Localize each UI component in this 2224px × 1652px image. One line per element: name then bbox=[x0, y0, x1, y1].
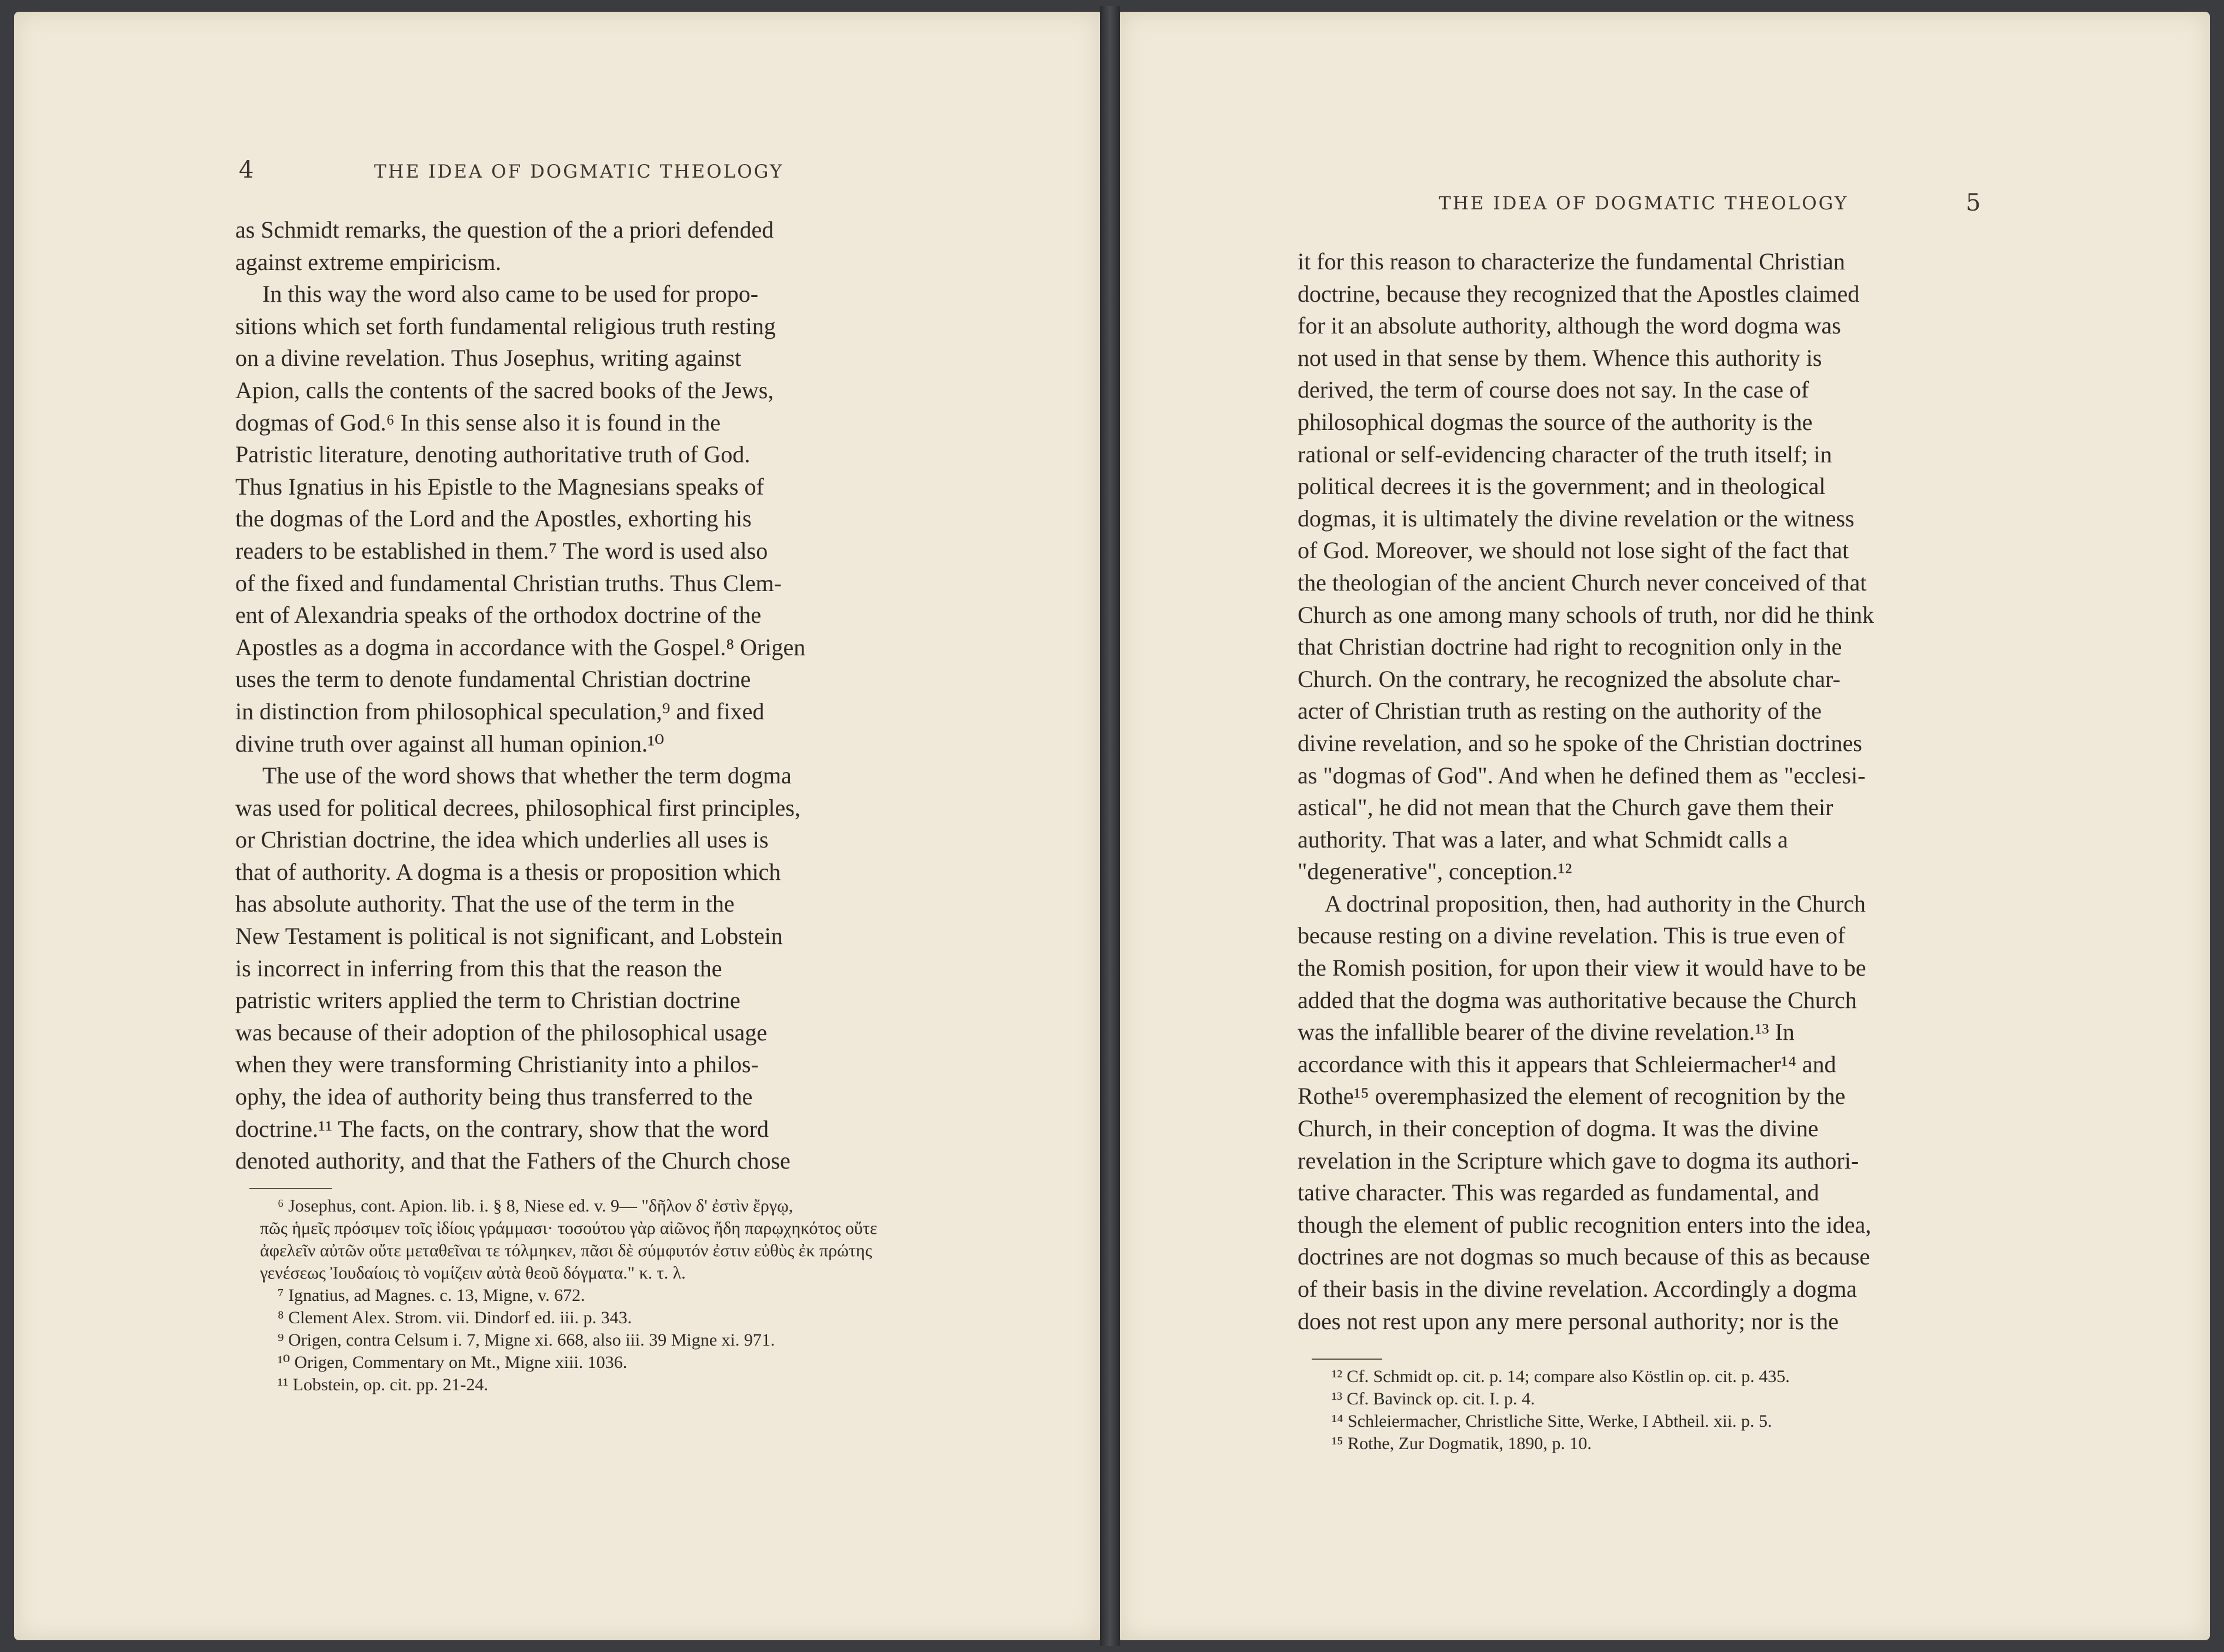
text-line: patristic writers applied the term to Christian doctrine bbox=[235, 987, 741, 1014]
footnote-line: ἀφελεῖν αὐτῶν οὔτε μεταθεῖναι τε τόλμηκεν, πᾶσι δὲ σύμφυτόν ἐστιν εὐθὺς ἐκ πρώτης bbox=[260, 1241, 872, 1260]
running-head: THE IDEA OF DOGMATIC THEOLOGY bbox=[1439, 193, 1849, 214]
book-gutter bbox=[1100, 6, 1120, 1646]
footnote-line: πῶς ἡμεῖς πρόσιμεν τοῖς ἰδίοις γράμμασι· τοσούτου γὰρ αἰῶνος ἤδη παρῳχηκότος οὔτε bbox=[260, 1219, 878, 1238]
text-line: is incorrect in inferring from this that the reason the bbox=[235, 955, 722, 982]
text-line: though the element of public recognition enters into the idea, bbox=[1298, 1211, 1872, 1238]
text-line: as "dogmas of God". And when he defined them as "ecclesi- bbox=[1298, 762, 1866, 789]
footnote-rule bbox=[1312, 1359, 1382, 1360]
text-line: was because of their adoption of the philosophical usage bbox=[235, 1019, 768, 1046]
text-line: doctrines are not dogmas so much because of this as because bbox=[1298, 1243, 1870, 1270]
text-line: as Schmidt remarks, the question of the a priori defended bbox=[235, 216, 774, 243]
text-line: The use of the word shows that whether the term dogma bbox=[262, 762, 792, 789]
text-line: "degenerative", conception.¹² bbox=[1298, 858, 1572, 885]
text-line: In this way the word also came to be used for propo- bbox=[262, 281, 759, 308]
text-line: dogmas, it is ultimately the divine revelation or the witness bbox=[1298, 505, 1855, 532]
text-line: for it an absolute authority, although the word dogma was bbox=[1298, 312, 1841, 339]
text-line: doctrine, because they recognized that the Apostles claimed bbox=[1298, 280, 1860, 307]
text-line: authority. That was a later, and what Schmidt calls a bbox=[1298, 826, 1788, 853]
body-text bbox=[1298, 246, 1996, 1337]
footnote-line: ¹⁰ Origen, Commentary on Mt., Migne xiii. 1036. bbox=[278, 1353, 628, 1372]
running-head: THE IDEA OF DOGMATIC THEOLOGY bbox=[374, 161, 784, 182]
body-text bbox=[235, 214, 935, 1177]
text-line: New Testament is political is not significant, and Lobstein bbox=[235, 923, 783, 950]
text-line: denoted authority, and that the Fathers of the Church chose bbox=[235, 1147, 791, 1174]
text-line: that of authority. A dogma is a thesis or proposition which bbox=[235, 858, 781, 885]
text-line: divine truth over against all human opinion.¹⁰ bbox=[235, 730, 665, 757]
text-line: revelation in the Scripture which gave to dogma its authori- bbox=[1298, 1147, 1859, 1174]
text-line: in distinction from philosophical speculation,⁹ and fixed bbox=[235, 697, 765, 725]
footnote-line: ¹¹ Lobstein, op. cit. pp. 21-24. bbox=[278, 1375, 488, 1394]
text-line: A doctrinal proposition, then, had authority in the Church bbox=[1325, 890, 1866, 917]
text-line: divine revelation, and so he spoke of the Christian doctrines bbox=[1298, 729, 1862, 756]
text-line: not used in that sense by them. Whence this authority is bbox=[1298, 344, 1822, 371]
text-line: of God. Moreover, we should not lose sight of the fact that bbox=[1298, 537, 1849, 564]
text-line: was the infallible bearer of the divine revelation.¹³ In bbox=[1298, 1019, 1795, 1046]
footnote-line: ¹⁵ Rothe, Zur Dogmatik, 1890, p. 10. bbox=[1332, 1434, 1592, 1453]
text-line: the dogmas of the Lord and the Apostles, exhorting his bbox=[235, 505, 752, 532]
text-line: rational or self-evidencing character of the truth itself; in bbox=[1298, 440, 1832, 468]
text-line: Apostles as a dogma in accordance with the Gospel.⁸ Origen bbox=[235, 633, 806, 660]
left-page bbox=[14, 12, 1100, 1640]
footnote-line: ⁷ Ignatius, ad Magnes. c. 13, Migne, v. 672. bbox=[278, 1286, 585, 1305]
text-line: Patristic literature, denoting authoritative truth of God. bbox=[235, 441, 751, 468]
footnote-rule bbox=[249, 1188, 332, 1189]
text-line: on a divine revelation. Thus Josephus, writing against bbox=[235, 345, 742, 372]
text-line: dogmas of God.⁶ In this sense also it is found in the bbox=[235, 409, 721, 436]
text-line: Rothe¹⁵ overemphasized the element of recognition by the bbox=[1298, 1083, 1846, 1110]
text-line: tative character. This was regarded as fundamental, and bbox=[1298, 1179, 1819, 1206]
text-line: was used for political decrees, philosophical first principles, bbox=[235, 794, 801, 821]
text-line: when they were transforming Christianity into a philos- bbox=[235, 1051, 759, 1078]
text-line: the theologian of the ancient Church never conceived of that bbox=[1298, 569, 1867, 596]
text-line: or Christian doctrine, the idea which underlies all uses is bbox=[235, 826, 769, 853]
page-number: 5 bbox=[1966, 189, 1981, 216]
text-line: uses the term to denote fundamental Christian doctrine bbox=[235, 666, 751, 693]
text-line: against extreme empiricism. bbox=[235, 248, 502, 275]
text-line: Thus Ignatius in his Epistle to the Magnesians speaks of bbox=[235, 473, 764, 500]
text-line: Church as one among many schools of truth, nor did he think bbox=[1298, 601, 1874, 628]
text-line: because resting on a divine revelation. This is true even of bbox=[1298, 922, 1846, 949]
right-page bbox=[1120, 12, 2210, 1640]
text-line: sitions which set forth fundamental religious truth resting bbox=[235, 312, 776, 339]
footnote-line: ¹⁴ Schleiermacher, Christliche Sitte, Werke, I Abtheil. xii. p. 5. bbox=[1332, 1411, 1772, 1431]
text-line: ent of Alexandria speaks of the orthodox doctrine of the bbox=[235, 602, 762, 629]
text-line: does not rest upon any mere personal authority; nor is the bbox=[1298, 1307, 1839, 1334]
text-line: astical", he did not mean that the Church gave them their bbox=[1298, 794, 1833, 821]
text-line: derived, the term of course does not say. In the case of bbox=[1298, 376, 1809, 403]
text-line: acter of Christian truth as resting on the authority of the bbox=[1298, 697, 1822, 725]
footnotes bbox=[260, 1195, 954, 1396]
text-line: philosophical dogmas the source of the authority is the bbox=[1298, 408, 1813, 435]
text-line: the Romish position, for upon their view it would have to be bbox=[1298, 955, 1866, 982]
text-line: that Christian doctrine had right to recognition only in the bbox=[1298, 633, 1842, 660]
footnote-line: ⁸ Clement Alex. Strom. vii. Dindorf ed. iii. p. 343. bbox=[278, 1308, 632, 1327]
text-line: doctrine.¹¹ The facts, on the contrary, show that the word bbox=[235, 1115, 769, 1142]
text-line: ophy, the idea of authority being thus transferred to the bbox=[235, 1083, 753, 1110]
text-line: has absolute authority. That the use of the term in the bbox=[235, 890, 735, 917]
text-line: of the fixed and fundamental Christian truths. Thus Clem- bbox=[235, 569, 782, 596]
text-line: added that the dogma was authoritative because the Church bbox=[1298, 986, 1857, 1013]
footnote-line: ¹³ Cf. Bavinck op. cit. I. p. 4. bbox=[1332, 1389, 1535, 1409]
text-line: Church, in their conception of dogma. It was the divine bbox=[1298, 1115, 1819, 1142]
text-line: political decrees it is the government; and in theological bbox=[1298, 473, 1826, 500]
footnotes bbox=[1314, 1366, 2002, 1455]
footnote-line: γενέσεως Ἰουδαίοις τὸ νομίζειν αὐτὰ θεοῦ δόγματα." κ. τ. λ. bbox=[260, 1263, 686, 1283]
text-line: accordance with this it appears that Schleiermacher¹⁴ and bbox=[1298, 1050, 1836, 1077]
page-number: 4 bbox=[239, 156, 254, 183]
footnote-line: ¹² Cf. Schmidt op. cit. p. 14; compare also Köstlin op. cit. p. 435. bbox=[1332, 1367, 1790, 1386]
text-line: readers to be established in them.⁷ The word is used also bbox=[235, 537, 768, 564]
footnote-line: ⁹ Origen, contra Celsum i. 7, Migne xi. 668, also iii. 39 Migne xi. 971. bbox=[278, 1330, 775, 1350]
text-line: it for this reason to characterize the fundamental Christian bbox=[1298, 248, 1845, 275]
text-line: Church. On the contrary, he recognized the absolute char- bbox=[1298, 665, 1840, 692]
text-line: of their basis in the divine revelation. Accordingly a dogma bbox=[1298, 1276, 1857, 1302]
footnote-line: ⁶ Josephus, cont. Apion. lib. i. § 8, Niese ed. v. 9— "δῆλον δ' ἐστὶν ἔργῳ, bbox=[278, 1196, 793, 1216]
text-line: Apion, calls the contents of the sacred books of the Jews, bbox=[235, 376, 774, 403]
